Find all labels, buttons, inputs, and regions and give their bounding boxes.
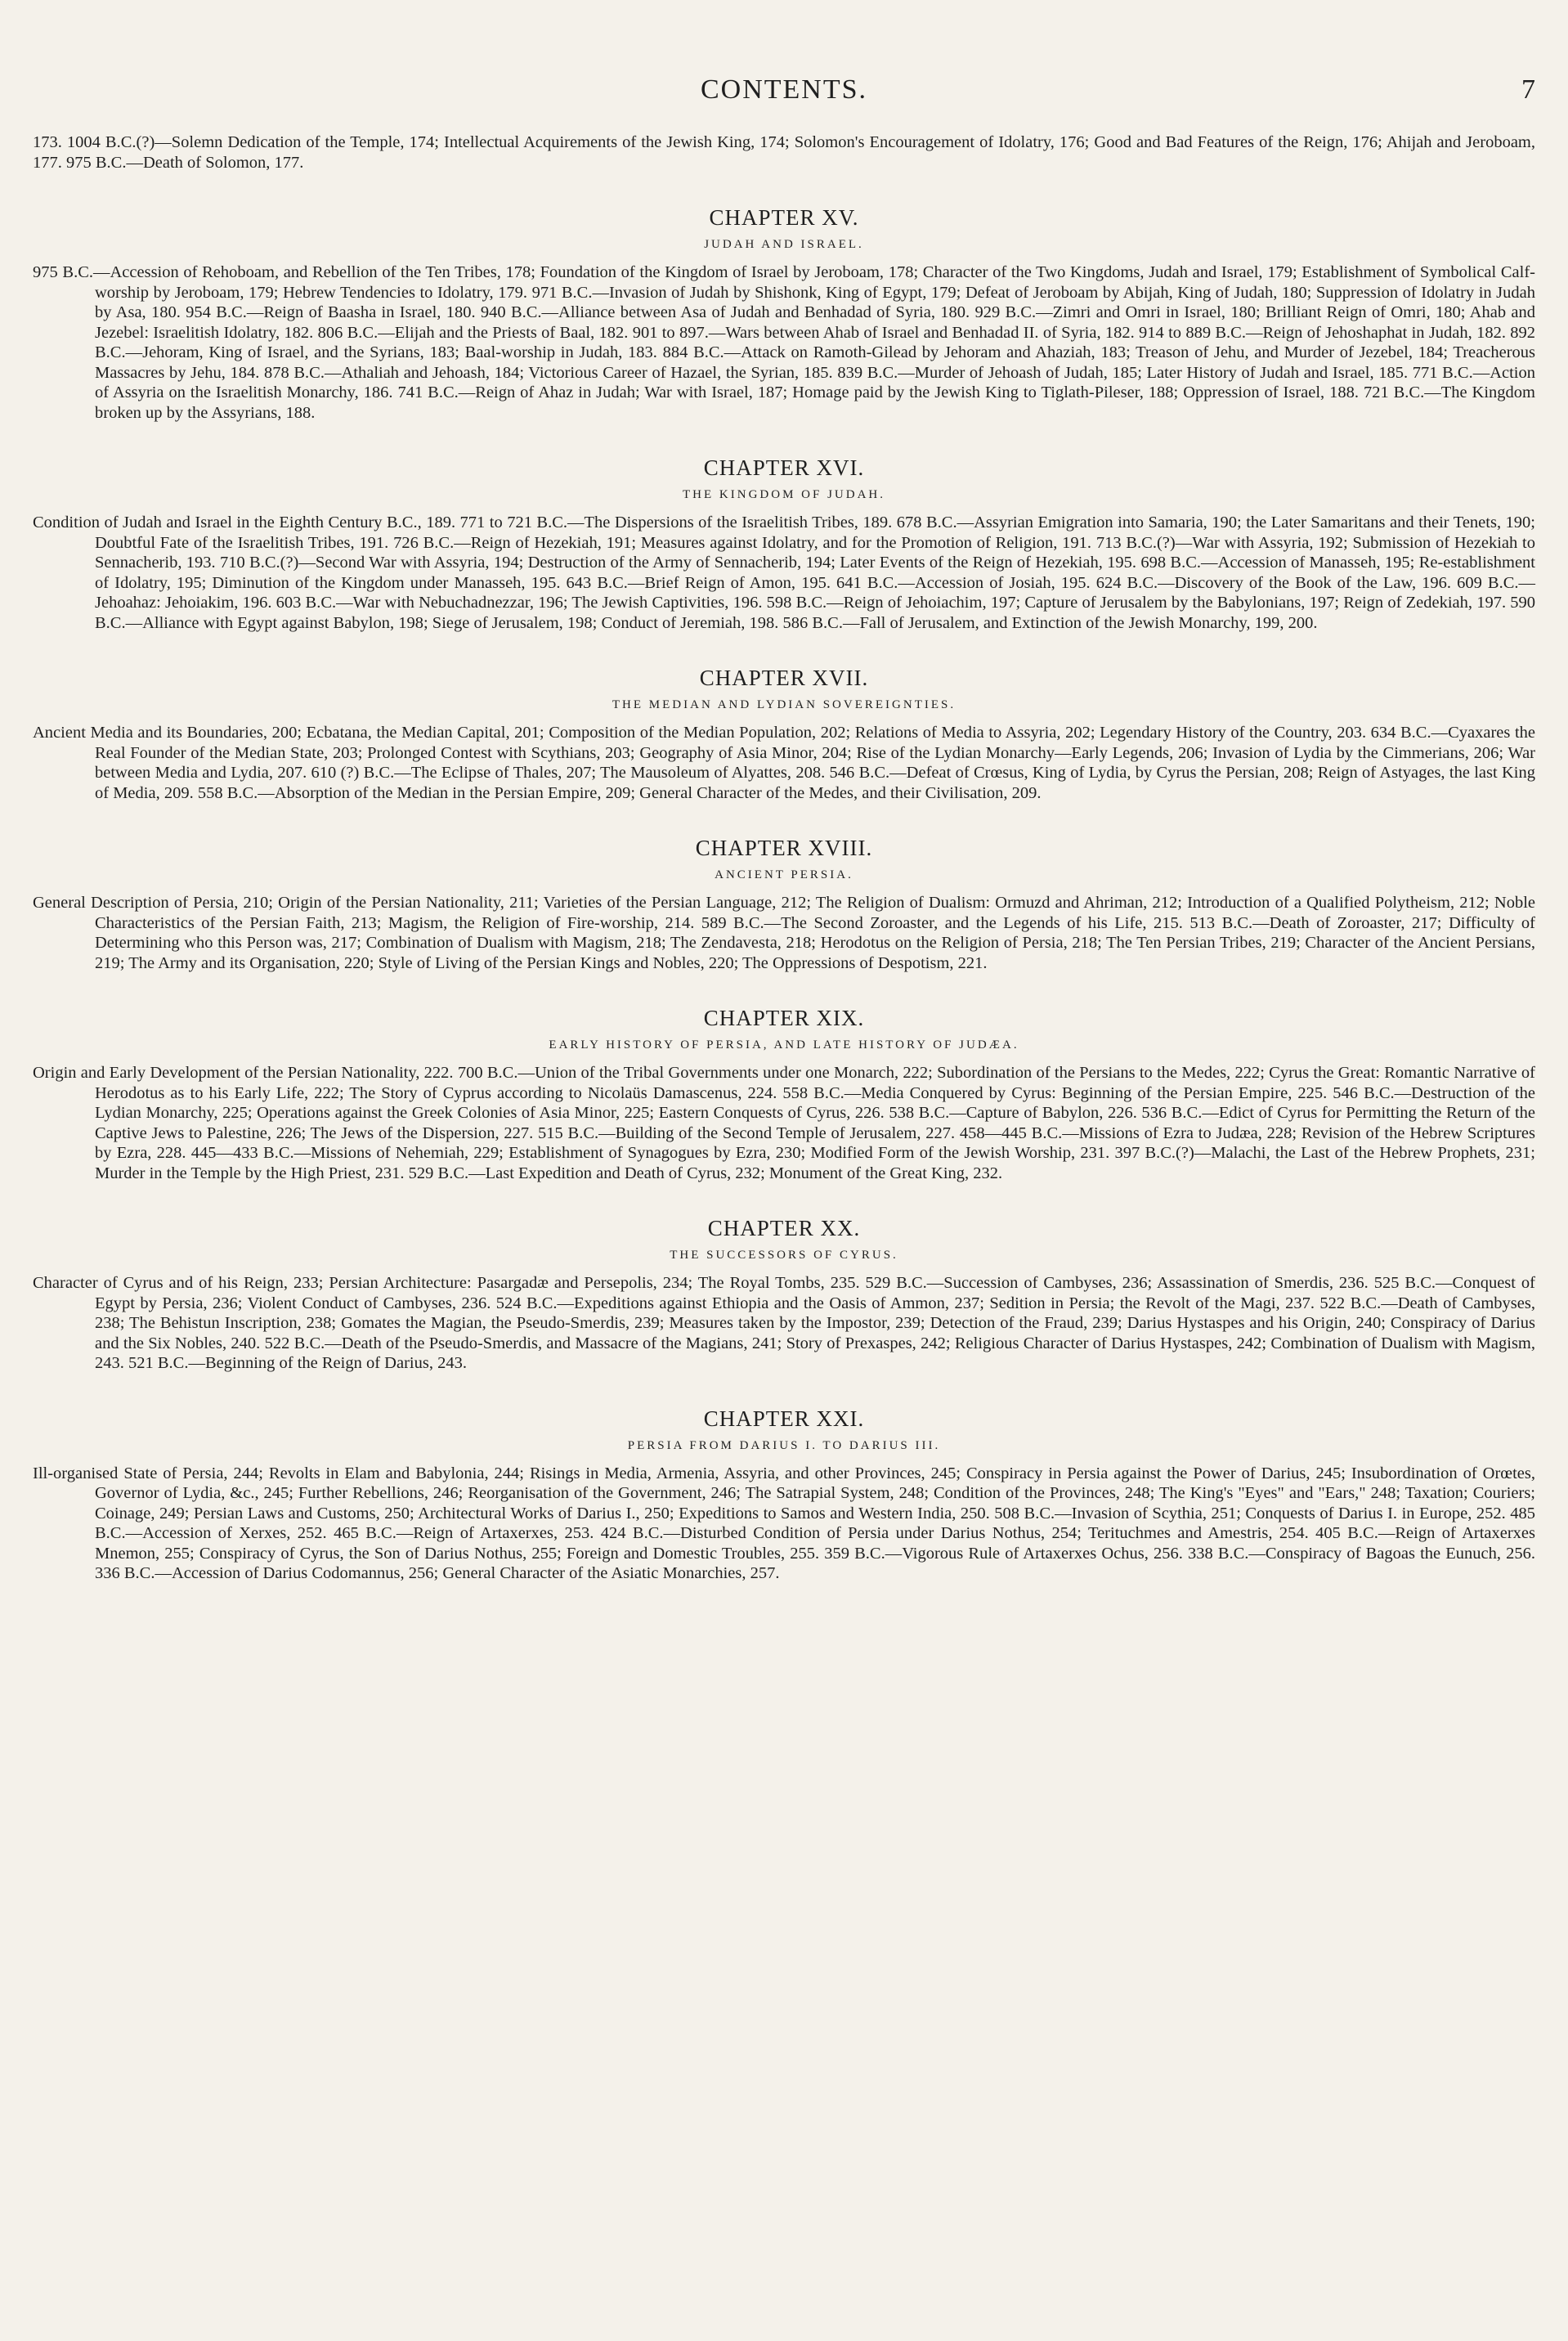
- chapter-heading: CHAPTER XVIII.: [695, 836, 873, 860]
- chapter-xx: [33, 1214, 1535, 1374]
- chapter-heading: CHAPTER XXI.: [703, 1406, 865, 1431]
- chapter-subtitle: ANCIENT PERSIA.: [715, 868, 853, 881]
- chapter-heading: CHAPTER XVI.: [703, 455, 865, 480]
- chapter-heading: CHAPTER XV.: [709, 205, 859, 230]
- chapter-summary: Ill-organised State of Persia, 244; Revolts in Elam and Babylonia, 244; Risings in Media, Armenia, Assyria, and other Provinces, 245; Conspiracy in Persia against the Power of Darius, 245; Insubordination of Orœtes, Governor of Lydia, &c., 245; Further Rebellions, 246; Reorganisation of the Government, 246; The Satrapial System, 248; Condition of the Provinces, 248; The King's "Eyes" and "Ears," 248; Taxation; Couriers; Coinage, 249; Persian Laws and Customs, 250; Architectural Works of Darius I., 250; Expeditions to Samos and Western India, 250. 508 B.C.—Invasion of Scythia, 251; Conquests of Darius I. in Europe, 252. 485 B.C.—Accession of Xerxes, 252. 465 B.C.—Reign of Artaxerxes, 253. 424 B.C.—Disturbed Condition of Persia under Darius Nothus, 254; Terituchmes and Amestris, 254. 405 B.C.—Reign of Artaxerxes Mnemon, 255; Conspiracy of Cyrus, the Son of Darius Nothus, 255; Foreign and Domestic Troubles, 255. 359 B.C.—Vigorous Rule of Artaxerxes Ochus, 256. 338 B.C.—Conspiracy of Bagoas the Eunuch, 256. 336 B.C.—Accession of Darius Codomannus, 256; General Character of the Asiatic Monarchies, 257.: [33, 1464, 1535, 1582]
- chapter-subtitle: JUDAH AND ISRAEL.: [704, 238, 864, 251]
- chapter-summary: General Description of Persia, 210; Origin of the Persian Nationality, 211; Varieties of the Persian Language, 212; The Religion of Dualism: Ormuzd and Ahriman, 212; Introduction of a Qualified Polytheism, 212; Noble Characteristics of the Persian Faith, 213; Magism, the Religion of Fire-worship, 214. 589 B.C.—The Second Zoroaster, and the Legends of his Life, 215. 513 B.C.—Death of Zoroaster, 217; Difficulty of Determining who this Person was, 217; Combination of Dualism with Magism, 218; The Zendavesta, 218; Herodotus on the Religion of Persia, 218; The Ten Persian Tribes, 219; Character of the Ancient Persians, 219; The Army and its Organisation, 220; Style of Living of the Persian Kings and Nobles, 220; The Oppressions of Despotism, 221.: [33, 894, 1535, 972]
- intro-paragraph: 173. 1004 B.C.(?)—Solemn Dedication of the Temple, 174; Intellectual Acquirements of the Jewish King, 174; Solomon's Encouragement of Idolatry, 176; Good and Bad Features of the Reign, 176; Ahijah and Jeroboam, 177. 975 B.C.—Death of Solomon, 177.: [33, 133, 1535, 172]
- chapter-summary: Character of Cyrus and of his Reign, 233; Persian Architecture: Pasargadæ and Persepolis, 234; The Royal Tombs, 235. 529 B.C.—Succession of Cambyses, 236; Assassination of Smerdis, 236. 525 B.C.—Conquest of Egypt by Persia, 236; Violent Conduct of Cambyses, 236. 524 B.C.—Expeditions against Ethiopia and the Oasis of Ammon, 237; Sedition in Persia; the Revolt of the Magi, 237. 522 B.C.—Death of Cambyses, 238; The Behistun Inscription, 238; Gomates the Magian, the Pseudo-Smerdis, 239; Measures taken by the Impostor, 239; Detection of the Fraud, 239; Darius Hystaspes and his Origin, 240; Conspiracy of Darius and the Six Nobles, 240. 522 B.C.—Death of the Pseudo-Smerdis, and Massacre of the Magians, 241; Story of Prexaspes, 242; Religious Character of Darius Hystaspes, 242; Combination of Dualism with Magism, 243. 521 B.C.—Beginning of the Reign of Darius, 243.: [33, 1274, 1535, 1372]
- chapter-xvi: [33, 454, 1535, 633]
- chapter-subtitle: EARLY HISTORY OF PERSIA, AND LATE HISTORY OF JUDÆA.: [549, 1038, 1019, 1052]
- chapter-summary: Condition of Judah and Israel in the Eighth Century B.C., 189. 771 to 721 B.C.—The Dispersions of the Israelitish Tribes, 189. 678 B.C.—Assyrian Emigration into Samaria, 190; the Later Samaritans and their Tenets, 190; Doubtful Fate of the Israelitish Tribes, 191. 726 B.C.—Reign of Hezekiah, 191; Measures against Idolatry, and for the Promotion of Religion, 191. 713 B.C.(?)—War with Assyria, 192; Submission of Hezekiah to Sennacherib, 193. 710 B.C.(?)—Second War with Assyria, 194; Destruction of the Army of Sennacherib, 194; Later Events of the Reign of Hezekiah, 195. 698 B.C.—Accession of Manasseh, 195; Re-establishment of Idolatry, 195; Diminution of the Kingdom under Manasseh, 195. 643 B.C.—Brief Reign of Amon, 195. 641 B.C.—Accession of Josiah, 195. 624 B.C.—Discovery of the Book of the Law, 196. 609 B.C.—Jehoahaz: Jehoiakim, 196. 603 B.C.—War with Nebuchadnezzar, 196; The Jewish Captivities, 196. 598 B.C.—Reign of Jehoiachim, 197; Capture of Jerusalem by the Babylonians, 197; Reign of Zedekiah, 197. 590 B.C.—Alliance with Egypt against Babylon, 198; Siege of Jerusalem, 198; Conduct of Jeremiah, 198. 586 B.C.—Fall of Jerusalem, and Extinction of the Jewish Monarchy, 199, 200.: [33, 513, 1535, 632]
- chapter-xviii: [33, 834, 1535, 973]
- chapter-subtitle: THE KINGDOM OF JUDAH.: [683, 488, 885, 501]
- contents-page: [33, 65, 1535, 1584]
- running-head: [33, 65, 1535, 114]
- chapter-xv: [33, 204, 1535, 423]
- chapter-subtitle: THE MEDIAN AND LYDIAN SOVEREIGNTIES.: [612, 698, 956, 711]
- chapter-heading: CHAPTER XVII.: [699, 666, 869, 690]
- chapter-subtitle: THE SUCCESSORS OF CYRUS.: [670, 1249, 898, 1262]
- chapter-xxi: [33, 1405, 1535, 1584]
- page-title: CONTENTS.: [700, 74, 868, 105]
- page-number: 7: [1521, 74, 1535, 105]
- chapter-subtitle: PERSIA FROM DARIUS I. TO DARIUS III.: [627, 1438, 941, 1452]
- chapter-summary: 975 B.C.—Accession of Rehoboam, and Rebellion of the Ten Tribes, 178; Foundation of the Kingdom of Israel by Jeroboam, 178; Character of the Two Kingdoms, Judah and Israel, 179; Establishment of Symbolical Calf-worship by Jeroboam, 179; Hebrew Tendencies to Idolatry, 179. 971 B.C.—Invasion of Judah by Shishonk, King of Egypt, 179; Defeat of Jeroboam by Abijah, King of Judah, 180; Suppression of Idolatry in Judah by Asa, 180. 954 B.C.—Reign of Baasha in Israel, 180. 940 B.C.—Alliance between Asa of Judah and Benhadad of Syria, 180. 929 B.C.—Zimri and Omri in Israel, 180; Brilliant Reign of Omri, 180; Ahab and Jezebel: Israelitish Idolatry, 182. 806 B.C.—Elijah and the Priests of Baal, 182. 901 to 897.—Wars between Ahab of Israel and Benhadad II. of Syria, 182. 914 to 889 B.C.—Reign of Jehoshaphat in Judah, 182. 892 B.C.—Jehoram, King of Israel, and the Syrians, 183; Baal-worship in Judah, 183. 884 B.C.—Attack on Ramoth-Gilead by Jehoram and Ahaziah, 183; Treason of Jehu, and Murder of Jezebel, 184; Treacherous Massacres by Jehu, 184. 878 B.C.—Athaliah and Jehoash, 184; Victorious Career of Hazael, the Syrian, 185. 839 B.C.—Murder of Jehoash of Judah, 185; Later History of Judah and Israel, 185. 771 B.C.—Action of Assyria on the Israelitish Monarchy, 186. 741 B.C.—Reign of Ahaz in Judah; War with Israel, 187; Homage paid by the Jewish King to Tiglath-Pileser, 188; Oppression of Israel, 188. 721 B.C.—The Kingdom broken up by the Assyrians, 188.: [33, 263, 1535, 422]
- chapter-heading: CHAPTER XIX.: [703, 1006, 865, 1030]
- chapter-heading: CHAPTER XX.: [707, 1216, 861, 1240]
- chapter-xix: [33, 1004, 1535, 1183]
- chapter-summary: Ancient Media and its Boundaries, 200; Ecbatana, the Median Capital, 201; Composition of the Median Population, 202; Relations of Media to Assyria, 202; Legendary History of the Country, 203. 634 B.C.—Cyaxares the Real Founder of the Median State, 203; Prolonged Contest with Scythians, 203; Geography of Asia Minor, 204; Rise of the Lydian Monarchy—Early Legends, 206; Invasion of Lydia by the Cimmerians, 206; War between Media and Lydia, 207. 610 (?) B.C.—The Eclipse of Thales, 207; The Mausoleum of Alyattes, 208. 546 B.C.—Defeat of Crœsus, King of Lydia, by Cyrus the Persian, 208; Reign of Astyages, the last King of Media, 209. 558 B.C.—Absorption of the Median in the Persian Empire, 209; General Character of the Medes, and their Civilisation, 209.: [33, 724, 1535, 802]
- chapter-summary: Origin and Early Development of the Persian Nationality, 222. 700 B.C.—Union of the Tribal Governments under one Monarch, 222; Subordination of the Persians to the Medes, 222; Cyrus the Great: Romantic Narrative of Herodotus as to his Early Life, 222; The Story of Cyprus according to Nicolaüs Damascenus, 224. 558 B.C.—Media Conquered by Cyrus: Beginning of the Persian Empire, 225. 546 B.C.—Destruction of the Lydian Monarchy, 225; Operations against the Greek Colonies of Asia Minor, 225; Eastern Conquests of Cyrus, 226. 538 B.C.—Capture of Babylon, 226. 536 B.C.—Edict of Cyrus for Permitting the Return of the Captive Jews to Palestine, 226; The Jews of the Dispersion, 227. 515 B.C.—Building of the Second Temple of Jerusalem, 227. 458—445 B.C.—Missions of Ezra to Judæa, 228; Revision of the Hebrew Scriptures by Ezra, 228. 445—433 B.C.—Missions of Nehemiah, 229; Establishment of Synagogues by Ezra, 230; Modified Form of the Jewish Worship, 231. 397 B.C.(?)—Malachi, the Last of the Hebrew Prophets, 231; Murder in the Temple by the High Priest, 231. 529 B.C.—Last Expedition and Death of Cyrus, 232; Monument of the Great King, 232.: [33, 1064, 1535, 1182]
- chapter-xvii: [33, 664, 1535, 803]
